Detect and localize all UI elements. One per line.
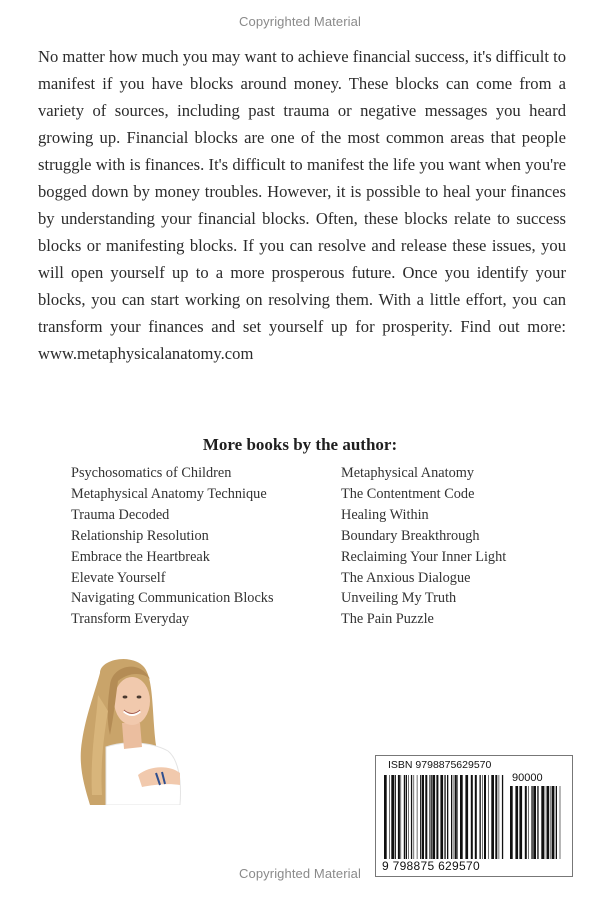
more-books-heading: More books by the author: <box>202 435 398 454</box>
price-code: 90000 <box>512 772 543 784</box>
book-title: Unveiling My Truth <box>341 590 457 607</box>
author-photo <box>70 655 188 805</box>
book-title: Transform Everyday <box>71 611 190 628</box>
barcode-main-bars <box>384 775 504 859</box>
book-title: Trauma Decoded <box>71 506 170 523</box>
book-title: Reclaiming Your Inner Light <box>341 548 507 565</box>
book-title: Relationship Resolution <box>71 527 209 544</box>
book-title: Navigating Communication Blocks <box>71 590 274 607</box>
book-title: Elevate Yourself <box>71 569 166 586</box>
back-cover-blurb: No matter how much you may want to achieve financial success, it's difficult to manifest if you have blocks around money. These blocks can come from a variety of sources, including past trauma or negative messages you heard growing up. Financial blocks are one of the most common areas that people struggle with is finances. It's difficult to manifest the life you want when you're bogged down by money troubles. However, it is possible to heal your finances by understanding your financial blocks. Often, these blocks relate to success blocks or manifesting blocks. If you can resolve and release these issues, you will open yourself up to a more prosperous future. Once you identify your blocks, you can start working on resolving them. With a little effort, you can transform your finances and set yourself up for prosperity. Find out more: www.metaphysicalanatomy.com <box>38 47 567 363</box>
book-title: Boundary Breakthrough <box>341 527 480 544</box>
copyright-watermark-top: Copyrighted Material <box>239 14 361 29</box>
book-list-left <box>71 463 274 630</box>
book-title: Embrace the Heartbreak <box>71 548 210 565</box>
barcode-digits: 9 798875 629570 <box>382 859 480 873</box>
barcode-addon-bars <box>510 786 562 859</box>
book-title: Metaphysical Anatomy Technique <box>71 485 267 502</box>
book-title: Psychosomatics of Children <box>71 465 232 481</box>
isbn-barcode <box>375 755 573 877</box>
isbn-label: ISBN 9798875629570 <box>388 759 492 771</box>
copyright-watermark-bottom: Copyrighted Material <box>239 866 361 881</box>
book-list-right <box>341 463 506 630</box>
book-title: Metaphysical Anatomy <box>341 465 475 481</box>
book-title: The Pain Puzzle <box>341 611 434 628</box>
book-title: Healing Within <box>341 506 429 523</box>
book-title: The Anxious Dialogue <box>341 569 471 586</box>
book-title: The Contentment Code <box>341 485 475 502</box>
